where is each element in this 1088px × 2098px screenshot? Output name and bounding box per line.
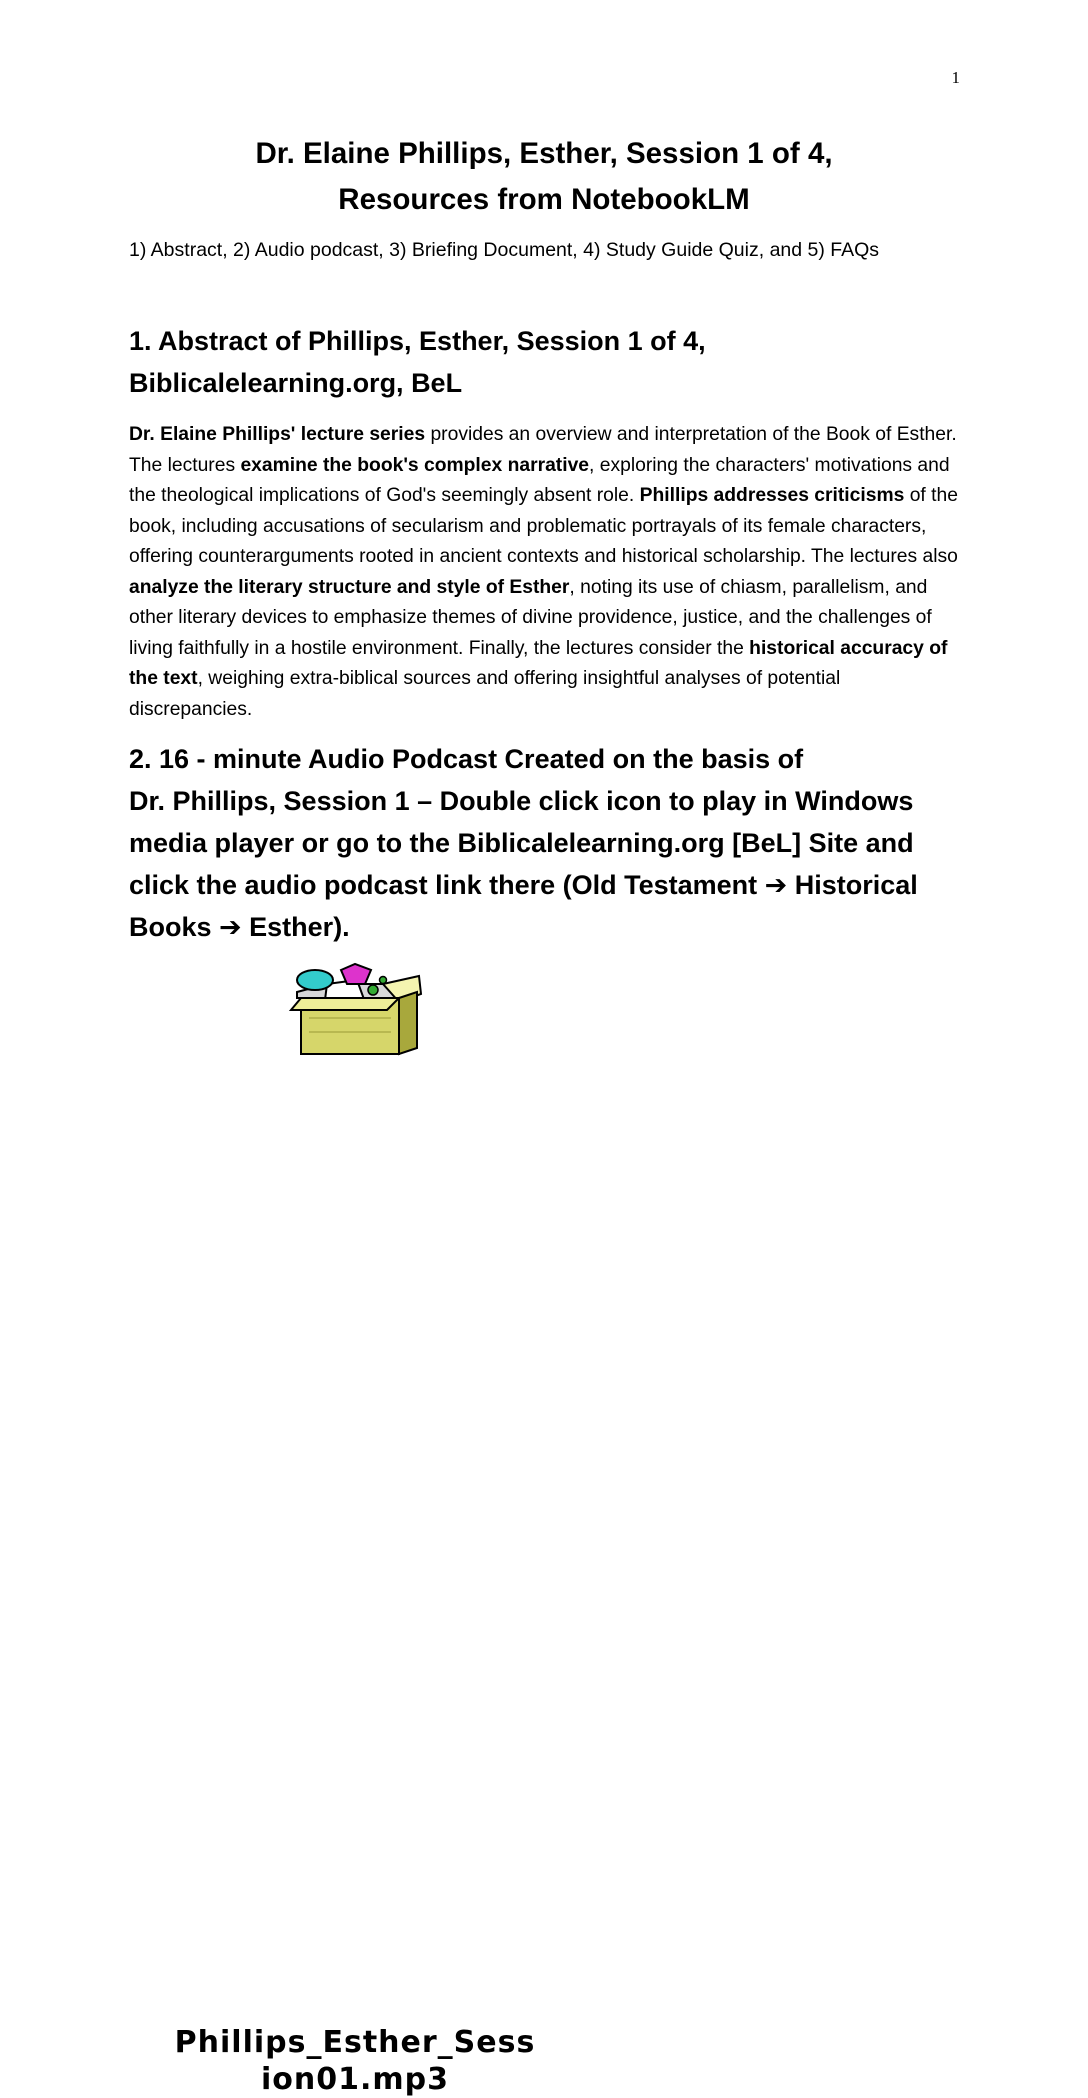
abstract-run-0: Dr. Elaine Phillips' lecture series [129,424,426,445]
podcast-line-5-start: Books [129,912,220,942]
abstract-paragraph [129,420,967,725]
podcast-heading-line-1: 2. 16 - minute Audio Podcast Created on the basis of [129,744,804,774]
abstract-run-9: , weighing extra-biblical sources and offering insightful analyses of potential discrepancies. [129,668,841,720]
filename-line-2: ion01.mp3 [260,2062,449,2097]
abstract-heading [129,320,969,404]
audio-attachment[interactable] [125,962,585,2097]
podcast-line-4-start: click the audio podcast link there (Old Testament [129,870,765,900]
podcast-heading-line-4 [129,864,969,906]
page-title [0,131,1088,223]
podcast-line-4-end: Historical [787,870,918,900]
abstract-run-2: examine the book's complex narrative [240,454,590,476]
page-number: 1 [951,68,960,87]
abstract-run-6: analyze the literary structure and style of Esther [129,576,570,598]
podcast-heading-line-2: Dr. Phillips, Session 1 – Double click icon to play in Windows [129,786,914,816]
package-icon [287,962,423,1058]
abstract-run-8: historical accuracy of the text [129,637,948,689]
podcast-heading-line-5 [129,906,969,948]
abstract-run-5: of the book, including accusations of secularism and problematic portrayals of its female characters, offering counterarguments rooted in ancient contexts and historical scholarship. The lectures also [129,485,958,567]
arrow-right-icon: ➔ [764,870,788,900]
title-line-1: Dr. Elaine Phillips, Esther, Session 1 of 4, [255,137,833,170]
filename-line-1: Phillips_Esther_Sess [174,2025,536,2060]
contents-line: 1) Abstract, 2) Audio podcast, 3) Briefing Document, 4) Study Guide Quiz, and 5) FAQs [129,239,880,261]
abstract-heading-line-1: 1. Abstract of Phillips, Esther, Session 1 of 4, [129,326,706,356]
podcast-heading-line-3: media player or go to the Biblicalelearning.org [BeL] Site and [129,828,914,858]
abstract-run-3: , exploring the characters' motivations and the theological implications of God's seemingly absent role. [129,454,950,506]
podcast-heading [129,738,969,948]
arrow-right-icon: ➔ [219,912,242,942]
podcast-line-5-end: Esther). [241,912,350,942]
abstract-run-7: , noting its use of chiasm, parallelism, and other literary devices to emphasize themes of divine providence, justice, and the challenges of living faithfully in a hostile environment. Finally, the lectures consider the [129,576,932,659]
title-line-2: Resources from NotebookLM [338,183,750,216]
abstract-heading-line-2: Biblicalelearning.org, BeL [129,368,463,398]
attachment-filename[interactable] [125,2024,585,2098]
abstract-run-4: Phillips addresses criticisms [639,485,905,506]
abstract-run-1: provides an overview and interpretation of the Book of Esther. The lectures [129,424,957,476]
